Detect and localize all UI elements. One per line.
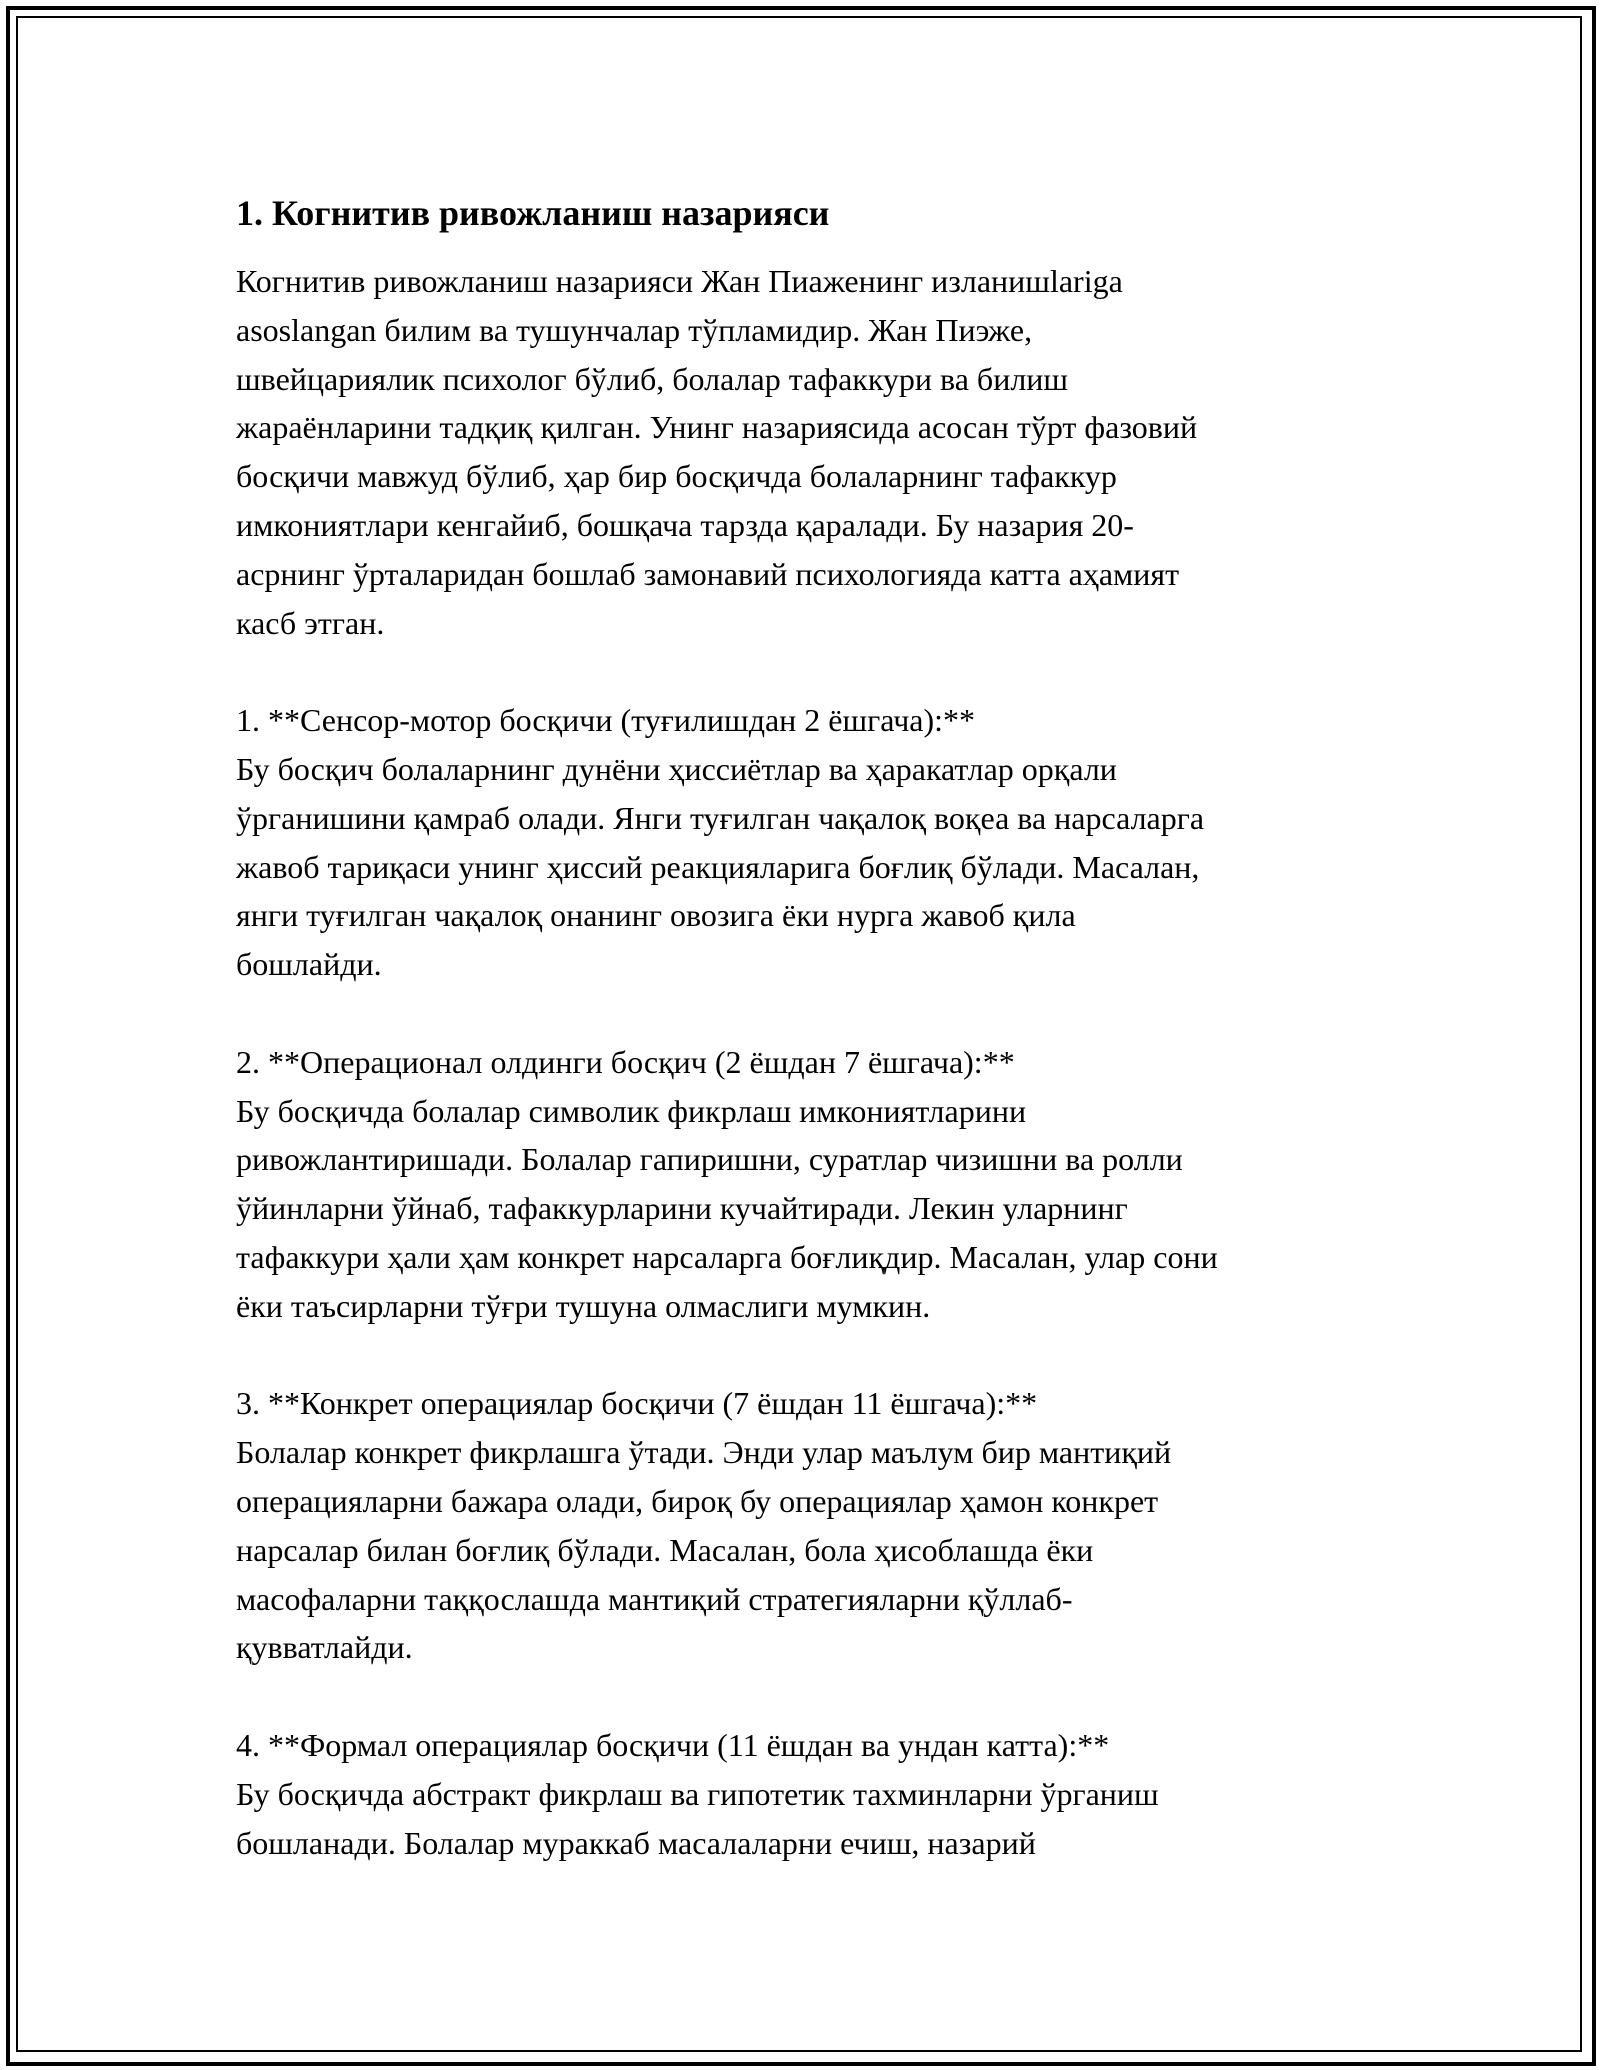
stage-item (236, 1379, 1376, 1672)
intro-paragraph: Когнитив ривожланиш назарияси Жан Пиаженинг изланишlariga asoslangan билим ва тушунчалар тўпламидир. Жан Пиэже, швейцариялик психолог бўлиб, болалар тафаккури ва билиш жараёнларини тадқиқ қилган. Унинг назариясида асосан тўрт фазовий босқичи мавжуд бўлиб, ҳар бир босқичда болаларнинг тафаккур имкониятлари кенгайиб, бошқача тарзда қаралади. Бу назария 20- асрнинг ўрталаридан бошлаб замонавий психологияда катта аҳамият касб этган. (236, 263, 1198, 641)
stage-title: 1. **Сенсор-мотор босқичи (туғилишдан 2 ёшгача):** (236, 702, 976, 739)
stage-item (236, 696, 1376, 989)
stage-body: Бу босқич болаларнинг дунёни ҳиссиётлар ва ҳаракатлар орқали ўрганишини қамраб олади. Янги туғилган чақалоқ воқеа ва нарсаларга жавоб тариқаси унинг ҳиссий реакцияларига боғлиқ бўлади. Масалан, янги туғилган чақалоқ онанинг овозига ёки нурга жавоб қила бошлайди. (236, 750, 1205, 983)
stage-body: Бу босқичда болалар символик фикрлаш имкониятларини ривожлантиришади. Болалар гапиришни, суратлар чизишни ва ролли ўйинларни ўйнаб, тафаккурларини кучайтиради. Лекин уларнинг тафаккури ҳали ҳам конкрет нарсаларга боғлиқдир. Масалан, улар сони ёки таъсирларни тўғри тушуна олмаслиги мумкин. (236, 1092, 1218, 1324)
stage-title: 4. **Формал операциялар босқичи (11 ёшдан ва ундан катта):** (236, 1726, 1110, 1763)
stage-body: Болалар конкрет фикрлашга ўтади. Энди улар маълум бир мантиқий операцияларни бажара олади, бироқ бу операциялар ҳамон конкрет нарсалар билан боғлиқ бўлади. Масалан, бола ҳисоблашда ёки масофаларни таққослашда мантиқий стратегияларни қўллаб- қувватлайди. (236, 1434, 1172, 1666)
section-heading: 1. Когнитив ривожланиш назарияси (236, 193, 830, 233)
stage-body: Бу босқичда абстракт фикрлаш ва гипотетик тахминларни ўрганиш бошланади. Болалар мураккаб масалаларни ечиш, назарий (236, 1775, 1159, 1861)
document-body (236, 188, 1376, 1867)
stage-item (236, 1038, 1376, 1331)
stage-item (236, 1721, 1376, 1867)
stage-title: 3. **Конкрет операциялар босқичи (7 ёшдан 11 ёшгача):** (236, 1385, 1038, 1422)
stage-title: 2. **Операционал олдинги босқич (2 ёшдан 7 ёшгача):** (236, 1043, 1015, 1080)
